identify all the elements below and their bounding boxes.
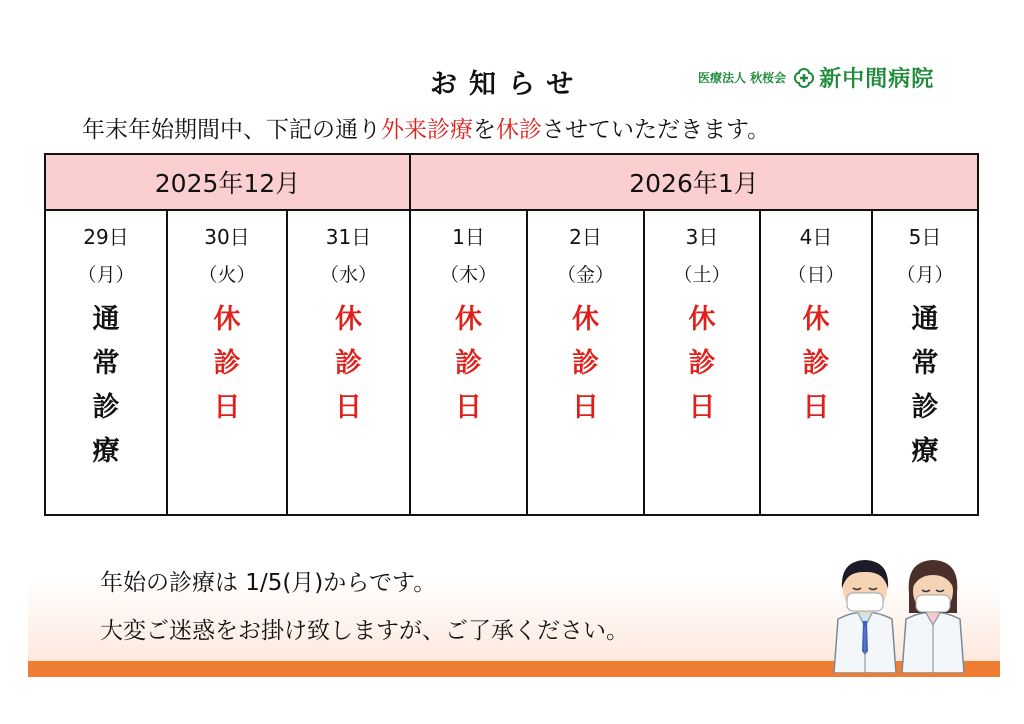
hospital-branding <box>698 62 934 93</box>
day-date: 29日 <box>83 225 129 249</box>
day-status-closed: 休診日 <box>572 304 599 423</box>
calendar-day-column <box>759 211 871 514</box>
day-date: 3日 <box>685 225 719 249</box>
female-doctor-bowing-illustration <box>900 555 966 673</box>
holiday-calendar <box>44 153 979 516</box>
day-status-closed: 休診日 <box>213 304 241 423</box>
intro-outpatient: 外来診療 <box>381 117 473 143</box>
day-weekday: （水） <box>319 264 377 286</box>
intro-mid: を <box>473 117 496 143</box>
calendar-day-column <box>409 211 526 514</box>
intro-pre: 年末年始期間中、下記の通り <box>82 117 381 143</box>
day-weekday: （金） <box>556 264 614 286</box>
month-header-jan: 2026年1月 <box>409 155 977 211</box>
hospital-name: 新中間病院 <box>819 67 935 92</box>
hospital-logo-icon <box>792 66 816 90</box>
day-date: 4日 <box>799 225 833 249</box>
day-status-closed: 休診日 <box>688 304 716 423</box>
intro-closed: 休診 <box>496 117 542 143</box>
month-header-dec: 2025年12月 <box>46 155 409 211</box>
calendar-day-column <box>871 211 977 514</box>
day-date: 30日 <box>204 225 250 249</box>
day-status-closed: 休診日 <box>802 304 830 423</box>
day-status-closed: 休診日 <box>455 304 482 423</box>
day-status-open: 通常診療 <box>92 304 120 467</box>
footer-line-1: 年始の診療は 1/5(月)からです。 <box>100 570 437 596</box>
day-weekday: （土） <box>673 264 731 286</box>
day-weekday: （日） <box>787 264 845 286</box>
male-doctor-bowing-illustration <box>832 555 898 673</box>
notice-title: お知らせ <box>430 69 586 100</box>
intro-sentence <box>82 111 770 144</box>
day-weekday: （月） <box>77 264 135 286</box>
calendar-day-column <box>166 211 286 514</box>
day-date: 5日 <box>908 225 942 249</box>
day-weekday: （木） <box>439 264 497 286</box>
calendar-day-column <box>643 211 759 514</box>
day-status-closed: 休診日 <box>335 304 362 423</box>
day-weekday: （火） <box>198 264 256 286</box>
corporation-name: 医療法人 秋桜会 <box>698 71 787 85</box>
day-weekday: （月） <box>896 264 954 286</box>
calendar-day-column <box>46 211 166 514</box>
day-date: 2日 <box>569 225 602 249</box>
day-status-open: 通常診療 <box>911 304 939 467</box>
calendar-day-column <box>526 211 643 514</box>
calendar-day-column <box>286 211 409 514</box>
intro-post: させていただきます。 <box>542 117 771 143</box>
day-date: 31日 <box>325 225 372 249</box>
day-date: 1日 <box>452 225 485 249</box>
footer-line-2: 大変ご迷惑をお掛け致しますが、ご了承ください。 <box>100 618 629 644</box>
